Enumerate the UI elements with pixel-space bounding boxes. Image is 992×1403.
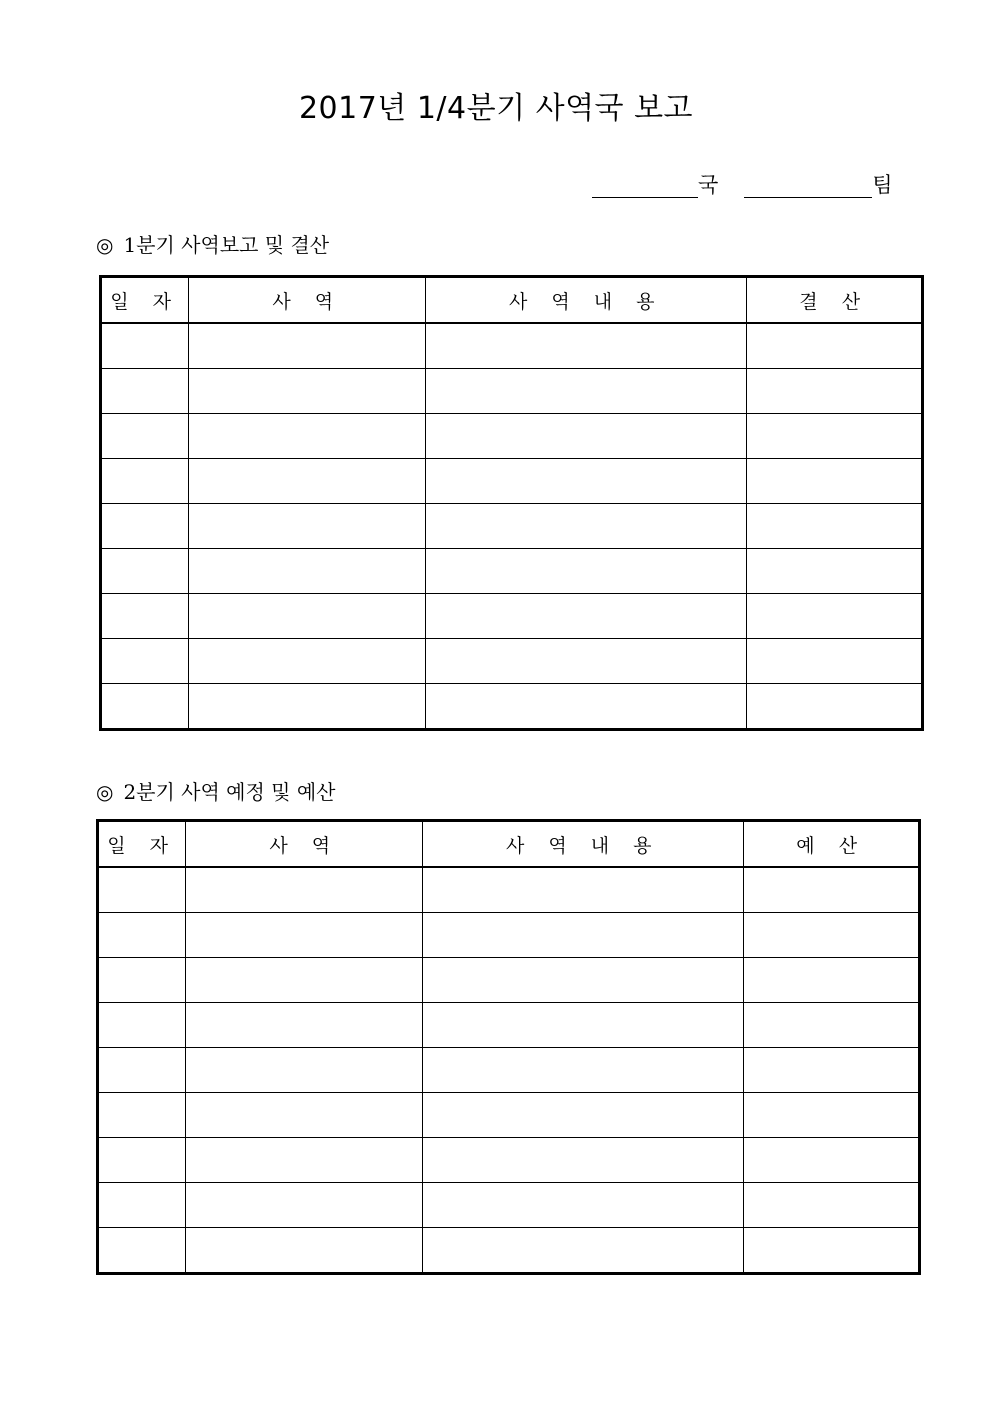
- ministry-content-cell[interactable]: [426, 684, 747, 730]
- section2-heading-text: 2분기 사역 예정 및 예산: [123, 780, 336, 804]
- column-header-ministry-content: 사 역 내 용: [423, 821, 744, 868]
- ministry-cell[interactable]: [189, 369, 426, 414]
- department-blank[interactable]: [592, 170, 698, 198]
- ministry-content-cell[interactable]: [426, 549, 747, 594]
- ministry-cell[interactable]: [186, 1003, 423, 1048]
- table-header-row: [98, 821, 920, 868]
- table-row: [98, 1003, 920, 1048]
- ministry-content-cell[interactable]: [423, 1138, 744, 1183]
- double-circle-icon: ◎: [96, 780, 114, 804]
- table-row: [101, 684, 923, 730]
- date-cell[interactable]: [98, 913, 186, 958]
- amount-cell[interactable]: [747, 684, 923, 730]
- ministry-content-cell[interactable]: [423, 867, 744, 913]
- ministry-content-cell[interactable]: [426, 414, 747, 459]
- amount-cell[interactable]: [744, 1228, 920, 1274]
- table-row: [101, 323, 923, 369]
- ministry-cell[interactable]: [186, 1228, 423, 1274]
- ministry-cell[interactable]: [186, 1138, 423, 1183]
- section1-heading-text: 1분기 사역보고 및 결산: [123, 233, 330, 257]
- ministry-cell[interactable]: [186, 1048, 423, 1093]
- table-row: [98, 1228, 920, 1274]
- ministry-content-cell[interactable]: [423, 958, 744, 1003]
- column-header-date: 일 자: [98, 821, 186, 868]
- ministry-content-cell[interactable]: [426, 639, 747, 684]
- table-row: [101, 549, 923, 594]
- ministry-cell[interactable]: [186, 958, 423, 1003]
- date-cell[interactable]: [98, 867, 186, 913]
- ministry-content-cell[interactable]: [423, 1228, 744, 1274]
- amount-cell[interactable]: [747, 549, 923, 594]
- date-cell[interactable]: [101, 594, 189, 639]
- ministry-cell[interactable]: [186, 867, 423, 913]
- table-row: [98, 1048, 920, 1093]
- ministry-content-cell[interactable]: [423, 1048, 744, 1093]
- table-row: [101, 369, 923, 414]
- section1-heading: [96, 230, 329, 260]
- ministry-content-cell[interactable]: [426, 459, 747, 504]
- column-header-ministry: 사 역: [186, 821, 423, 868]
- date-cell[interactable]: [101, 323, 189, 369]
- amount-cell[interactable]: [747, 369, 923, 414]
- table-row: [101, 504, 923, 549]
- date-cell[interactable]: [101, 549, 189, 594]
- department-label: 국: [698, 173, 719, 197]
- page-title: 2017년 1/4분기 사역국 보고: [298, 91, 694, 126]
- ministry-cell[interactable]: [189, 549, 426, 594]
- date-cell[interactable]: [101, 684, 189, 730]
- signature-line: [592, 170, 893, 200]
- date-cell[interactable]: [98, 1183, 186, 1228]
- amount-cell[interactable]: [744, 1003, 920, 1048]
- team-label: 팀: [872, 173, 893, 197]
- table-row: [98, 1138, 920, 1183]
- report-table: [99, 275, 924, 731]
- double-circle-icon: ◎: [96, 233, 114, 257]
- amount-cell[interactable]: [744, 1048, 920, 1093]
- table-row: [98, 1093, 920, 1138]
- amount-cell[interactable]: [744, 1183, 920, 1228]
- table-row: [101, 594, 923, 639]
- ministry-cell[interactable]: [186, 1183, 423, 1228]
- column-header-ministry: 사 역: [189, 277, 426, 324]
- table-row: [98, 913, 920, 958]
- table-row: [101, 414, 923, 459]
- date-cell[interactable]: [98, 1093, 186, 1138]
- date-cell[interactable]: [98, 958, 186, 1003]
- ministry-content-cell[interactable]: [423, 1003, 744, 1048]
- ministry-content-cell[interactable]: [423, 1093, 744, 1138]
- ministry-content-cell[interactable]: [423, 913, 744, 958]
- table-row: [101, 459, 923, 504]
- amount-cell[interactable]: [747, 639, 923, 684]
- ministry-content-cell[interactable]: [426, 323, 747, 369]
- ministry-cell[interactable]: [189, 504, 426, 549]
- column-header-date: 일 자: [101, 277, 189, 324]
- column-header-budget: 예 산: [744, 821, 920, 868]
- amount-cell[interactable]: [744, 913, 920, 958]
- ministry-cell[interactable]: [186, 1093, 423, 1138]
- amount-cell[interactable]: [747, 323, 923, 369]
- amount-cell[interactable]: [747, 414, 923, 459]
- amount-cell[interactable]: [744, 867, 920, 913]
- amount-cell[interactable]: [744, 1138, 920, 1183]
- ministry-cell[interactable]: [186, 913, 423, 958]
- ministry-cell[interactable]: [189, 594, 426, 639]
- date-cell[interactable]: [98, 1048, 186, 1093]
- date-cell[interactable]: [98, 1003, 186, 1048]
- ministry-cell[interactable]: [189, 684, 426, 730]
- amount-cell[interactable]: [744, 1093, 920, 1138]
- ministry-content-cell[interactable]: [423, 1183, 744, 1228]
- ministry-cell[interactable]: [189, 459, 426, 504]
- ministry-content-cell[interactable]: [426, 369, 747, 414]
- table-row: [101, 639, 923, 684]
- date-cell[interactable]: [101, 369, 189, 414]
- ministry-cell[interactable]: [189, 414, 426, 459]
- ministry-content-cell[interactable]: [426, 504, 747, 549]
- table-row: [98, 958, 920, 1003]
- team-blank[interactable]: [744, 170, 872, 198]
- date-cell[interactable]: [98, 1228, 186, 1274]
- amount-cell[interactable]: [747, 504, 923, 549]
- amount-cell[interactable]: [747, 594, 923, 639]
- date-cell[interactable]: [101, 414, 189, 459]
- section2-heading: [96, 777, 336, 807]
- column-header-settlement: 결 산: [747, 277, 923, 324]
- ministry-cell[interactable]: [189, 639, 426, 684]
- date-cell[interactable]: [101, 639, 189, 684]
- date-cell[interactable]: [101, 504, 189, 549]
- plan-table: [96, 819, 921, 1275]
- date-cell[interactable]: [98, 1138, 186, 1183]
- table-row: [98, 1183, 920, 1228]
- ministry-content-cell[interactable]: [426, 594, 747, 639]
- table-header-row: [101, 277, 923, 324]
- amount-cell[interactable]: [744, 958, 920, 1003]
- ministry-cell[interactable]: [189, 323, 426, 369]
- column-header-ministry-content: 사 역 내 용: [426, 277, 747, 324]
- amount-cell[interactable]: [747, 459, 923, 504]
- date-cell[interactable]: [101, 459, 189, 504]
- table-row: [98, 867, 920, 913]
